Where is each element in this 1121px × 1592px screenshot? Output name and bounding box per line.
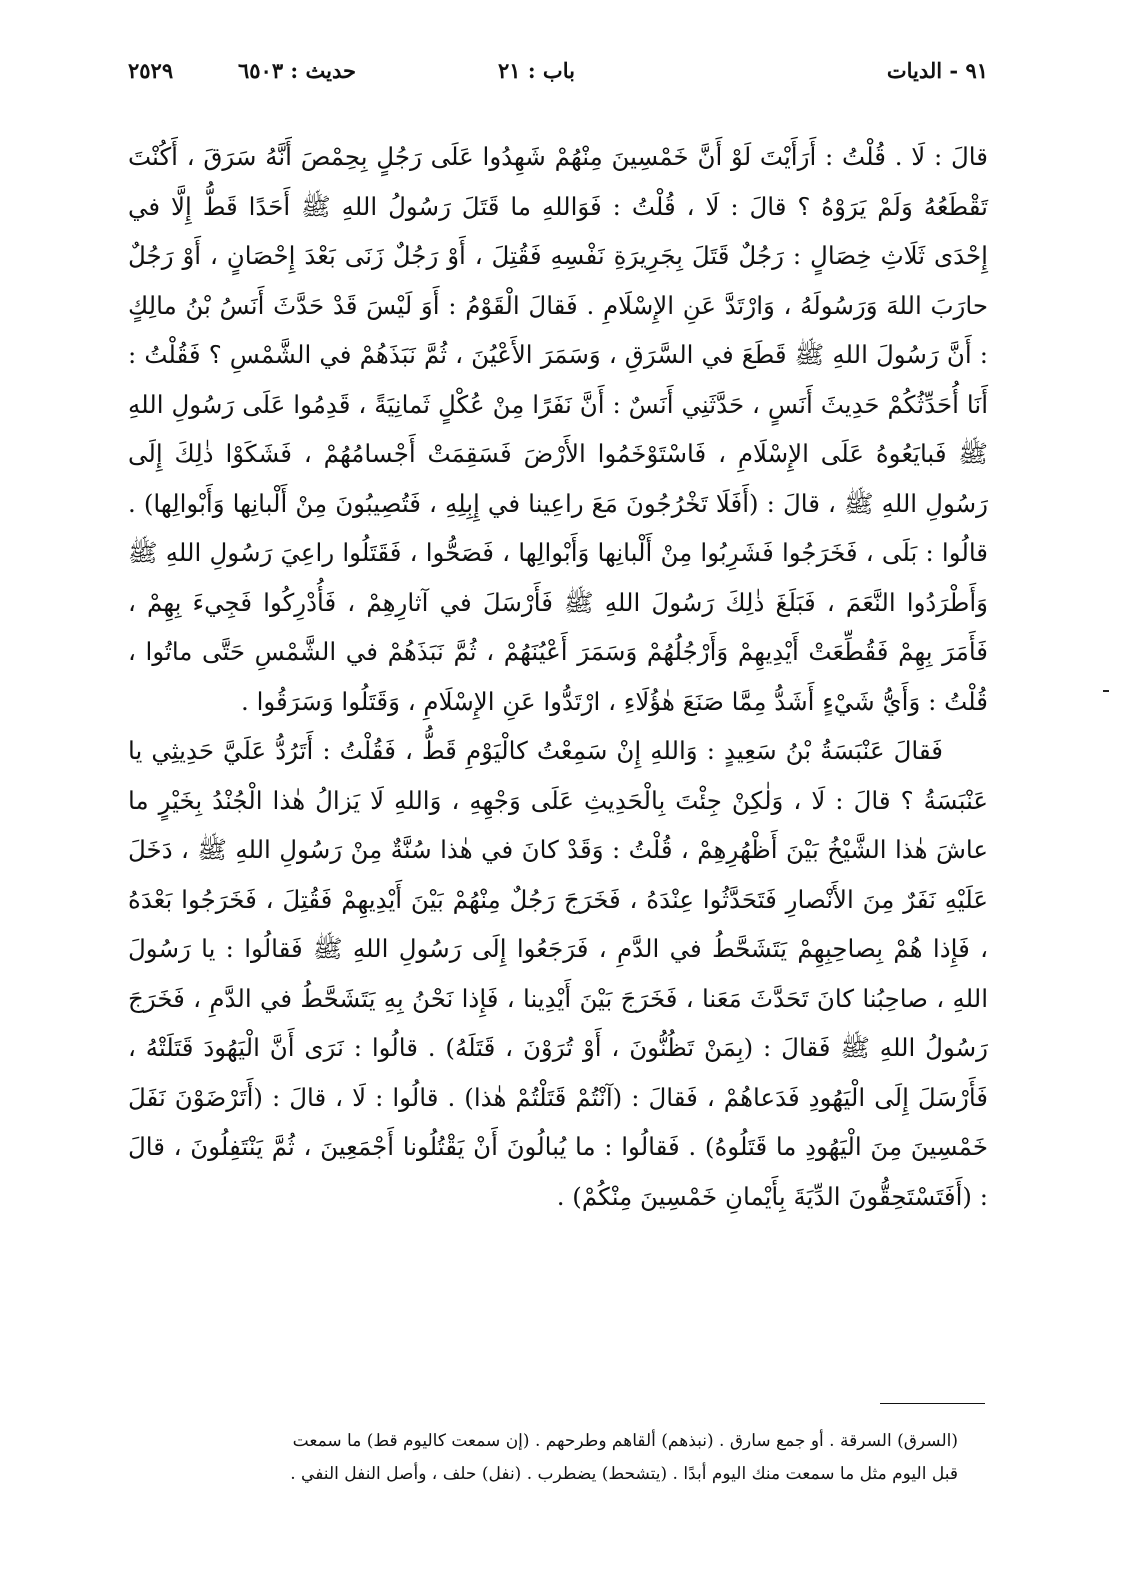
book-chapter-title: ٩١ - الديات [886, 58, 988, 83]
hadith-number: حديث : ٦٥٠٣ [238, 58, 356, 83]
bab-number: باب : ٢١ [498, 58, 575, 83]
margin-mark [1103, 690, 1109, 692]
paragraph-2: فَقالَ عَنْبَسَةُ بْنُ سَعِيدٍ : وَاللهِ إِنْ سَمِعْتُ كالْيَوْمِ قَطُّ ، فَقُلْتُ : أَتَرُدُّ عَلَيَّ حَدِيثِي يا عَنْبَسَةُ ؟ قالَ : لَا ، وَلٰكِنْ جِئْتَ بِالْحَدِيثِ عَلَى وَجْهِهِ ، وَاللهِ لَا يَزالُ هٰذا الْجُنْدُ بِخَيْرٍ ما عاشَ هٰذا الشَّيْخُ بَيْنَ أَظْهُرِهِمْ ، قُلْتُ : وَقَدْ كانَ في هٰذا سُنَّةٌ مِنْ رَسُولِ اللهِ ﷺ ، دَخَلَ عَلَيْهِ نَفَرٌ مِنَ الأَنْصارِ فَتَحَدَّثُوا عِنْدَهُ ، فَخَرَجَ رَجُلٌ مِنْهُمْ بَيْنَ أَيْدِيهِمْ فَقُتِلَ ، فَخَرَجُوا بَعْدَهُ ، فَإِذا هُمْ بِصاحِبِهِمْ يَتَشَحَّطُ في الدَّمِ ، فَرَجَعُوا إِلَى رَسُولِ اللهِ ﷺ فَقالُوا : يا رَسُولَ اللهِ ، صاحِبُنا كانَ تَحَدَّثَ مَعَنا ، فَخَرَجَ بَيْنَ أَيْدِينا ، فَإِذا نَحْنُ بِهِ يَتَشَحَّطُ في الدَّمِ ، فَخَرَجَ رَسُولُ اللهِ ﷺ فَقالَ : (بِمَنْ تَظُنُّونَ ، أَوْ تُرَوْنَ ، قَتَلَهُ) . قالُوا : نَرَى أَنَّ الْيَهُودَ قَتَلَتْهُ ، فَأَرْسَلَ إِلَى الْيَهُودِ فَدَعاهُمْ ، فَقالَ : (آنْتُمْ قَتَلْتُمْ هٰذا) . قالُوا : لَا ، قالَ : (أَتَرْضَوْنَ نَفَلَ خَمْسِينَ مِنَ الْيَهُودِ ما قَتَلُوهُ) . فَقالُوا : ما يُبالُونَ أَنْ يَقْتُلُونا أَجْمَعِينَ ، ثُمَّ يَنْتَفِلُونَ ، قالَ : (أَفَتَسْتَحِقُّونَ الدِّيَةَ بِأَيْمانِ خَمْسِينَ مِنْكُمْ) . [128, 736, 988, 1211]
hadith-text [128, 132, 988, 1221]
footnote-line-2: قبل اليوم مثل ما سمعت منك اليوم أبدًا . (يتشحط) يضطرب . (نفل) حلف ، وأصل النفل النفي . [290, 1464, 958, 1484]
footnote-line-1: (السرق) السرقة . أو جمع سارق . (نبذهم) ألقاهم وطرحهم . (إن سمعت كاليوم قط) ما سمعت [292, 1431, 958, 1451]
footnote-separator [880, 1403, 985, 1404]
footnotes [128, 1425, 958, 1491]
page-header [128, 48, 988, 94]
paragraph-1: قالَ : لَا . قُلْتُ : أَرَأَيْتَ لَوْ أَنَّ خَمْسِينَ مِنْهُمْ شَهِدُوا عَلَى رَجُلٍ بِحِمْصَ أَنَّهُ سَرَقَ ، أَكُنْتَ تَقْطَعُهُ وَلَمْ يَرَوْهُ ؟ قالَ : لَا ، قُلْتُ : فَوَاللهِ ما قَتَلَ رَسُولُ اللهِ ﷺ أَحَدًا قَطُّ إِلَّا في إِحْدَى ثَلَاثِ خِصَالٍ : رَجُلٌ قَتَلَ بِجَرِيرَةِ نَفْسِهِ فَقُتِلَ ، أَوْ رَجُلٌ زَنَى بَعْدَ إِحْصَانٍ ، أَوْ رَجُلٌ حارَبَ اللهَ وَرَسُولَهُ ، وَارْتَدَّ عَنِ الإِسْلَامِ . فَقالَ الْقَوْمُ : أَوَ لَيْسَ قَدْ حَدَّثَ أَنَسُ بْنُ مالِكٍ : أَنَّ رَسُولَ اللهِ ﷺ قَطَعَ في السَّرَقِ ، وَسَمَرَ الأَعْيُنَ ، ثُمَّ نَبَذَهُمْ في الشَّمْسِ ؟ فَقُلْتُ : أَنَا أُحَدِّثُكُمْ حَدِيثَ أَنَسٍ ، حَدَّثَنِي أَنَسٌ : أَنَّ نَفَرًا مِنْ عُكْلٍ ثَمانِيَةً ، قَدِمُوا عَلَى رَسُولِ اللهِ ﷺ فَبايَعُوهُ عَلَى الإِسْلَامِ ، فَاسْتَوْخَمُوا الأَرْضَ فَسَقِمَتْ أَجْسامُهُمْ ، فَشَكَوْا ذٰلِكَ إِلَى رَسُولِ اللهِ ﷺ ، قالَ : (أَفَلَا تَخْرُجُونَ مَعَ راعِينا في إِبِلِهِ ، فَتُصِيبُونَ مِنْ أَلْبانِها وَأَبْوالِها) . قالُوا : بَلَى ، فَخَرَجُوا فَشَرِبُوا مِنْ أَلْبانِها وَأَبْوالِها ، فَصَحُّوا ، فَقَتَلُوا راعِيَ رَسُولِ اللهِ ﷺ وَأَطْرَدُوا النَّعَمَ ، فَبَلَغَ ذٰلِكَ رَسُولَ اللهِ ﷺ فَأَرْسَلَ في آثارِهِمْ ، فَأُدْرِكُوا فَجِيءَ بِهِمْ ، فَأَمَرَ بِهِمْ فَقُطِّعَتْ أَيْدِيهِمْ وَأَرْجُلُهُمْ وَسَمَرَ أَعْيُنَهُمْ ، ثُمَّ نَبَذَهُمْ في الشَّمْسِ حَتَّى ماتُوا ، قُلْتُ : وَأَيُّ شَيْءٍ أَشَدُّ مِمَّا صَنَعَ هٰؤُلَاءِ ، ارْتَدُّوا عَنِ الإِسْلَامِ ، وَقَتَلُوا وَسَرَقُوا . [128, 142, 988, 716]
page-number: ٢٥٢٩ [128, 58, 174, 83]
